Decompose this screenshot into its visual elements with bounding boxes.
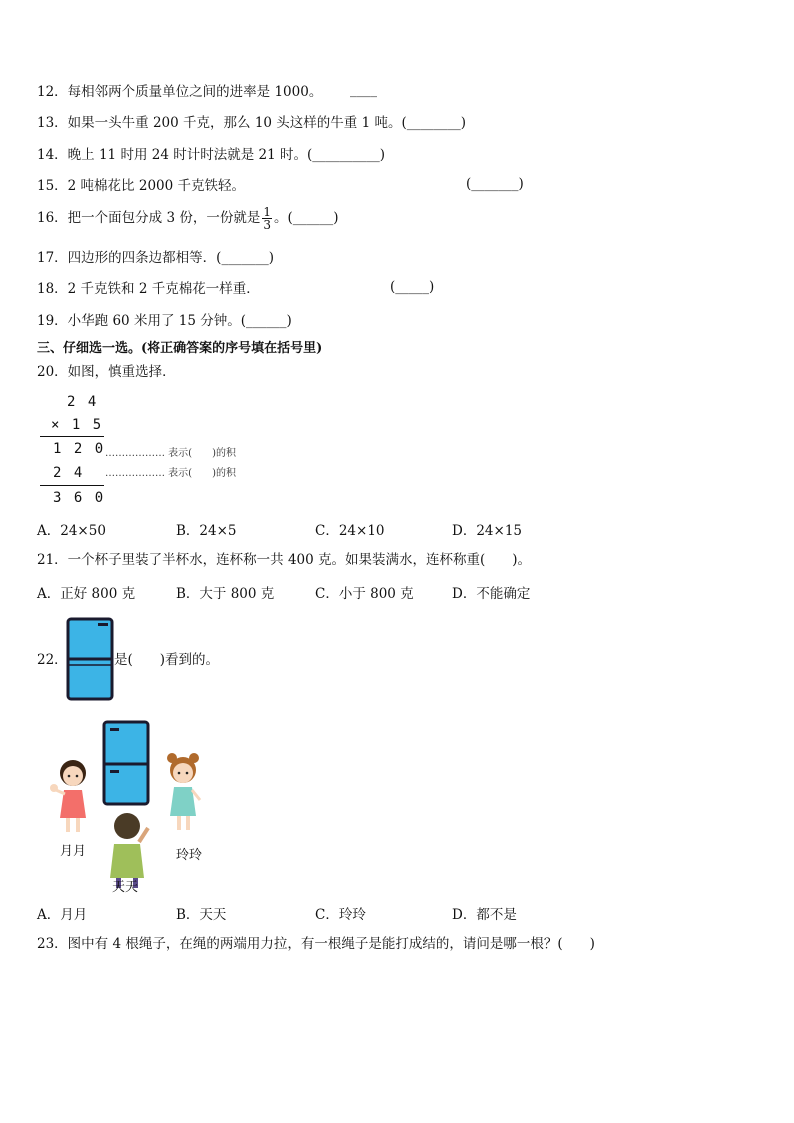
multiplication-figure	[37, 390, 287, 510]
question-15: 15．2 吨棉花比 2000 千克铁轻。	[37, 178, 245, 194]
calc-note-1: ……………… 表示( )的积	[105, 448, 236, 459]
label-yueyue: 月月	[60, 844, 87, 859]
girl-yueyue-icon	[50, 760, 86, 832]
q22-option-b[interactable]: B．天天	[176, 907, 227, 923]
calc-multiplicand: 2 4	[67, 394, 99, 410]
girl-lingling-icon	[167, 753, 200, 830]
section-3-title: 三、仔细选一选。(将正确答案的序号填在括号里)	[37, 341, 323, 356]
q20-option-b[interactable]: B．24×5	[176, 523, 237, 539]
question-20: 20．如图，慎重选择．	[37, 364, 176, 380]
calc-multiplier: × 1 5	[51, 417, 104, 433]
scene-illustration	[40, 718, 230, 898]
q20-option-c[interactable]: C．24×10	[315, 523, 385, 539]
question-12-blank[interactable]: ____	[350, 82, 377, 98]
question-22-text: 是( )看到的。	[114, 652, 220, 668]
q22-option-c[interactable]: C．玲玲	[315, 907, 366, 923]
fridge-front-icon	[104, 722, 148, 804]
question-14: 14．晚上 11 时用 24 时计时法就是 21 时。(__________)	[37, 147, 385, 163]
q21-option-c[interactable]: C．小于 800 克	[315, 586, 414, 602]
question-23: 23．图中有 4 根绳子，在绳的两端用力拉，有一根绳子是能打成结的，请问是哪一根？( )	[37, 936, 595, 952]
question-22-prefix: 22．	[37, 652, 68, 668]
question-15-blank[interactable]: (_______)	[466, 176, 524, 192]
calc-note-2: ……………… 表示( )的积	[105, 468, 236, 479]
q21-option-b[interactable]: B．大于 800 克	[176, 586, 275, 602]
question-16	[37, 206, 339, 231]
question-16-text: 16．把一个面包分成 3 份，一份就是	[37, 210, 261, 226]
fraction-numerator: 1	[263, 205, 271, 219]
calc-line-1	[40, 436, 104, 437]
question-18-blank[interactable]: (_____)	[390, 279, 435, 295]
calc-product: 3 6 0	[53, 490, 106, 506]
calc-partial-2: 2 4	[53, 465, 85, 481]
label-tiantian: 天天	[112, 880, 139, 895]
question-21: 21．一个杯子里装了半杯水，连杯称一共 400 克。如果装满水，连杯称重( )。	[37, 552, 532, 568]
q20-option-d[interactable]: D．24×15	[452, 523, 522, 539]
fraction-denominator: 3	[263, 218, 271, 232]
question-19: 19．小华跑 60 米用了 15 分钟。(______)	[37, 313, 292, 329]
label-lingling: 玲玲	[176, 848, 203, 863]
question-13: 13．如果一头牛重 200 千克，那么 10 头这样的牛重 1 吨。(________)	[37, 115, 466, 131]
question-17: 17．四边形的四条边都相等．(_______)	[37, 250, 274, 266]
q20-option-a[interactable]: A．24×50	[37, 523, 106, 539]
fridge-side-view-icon	[66, 617, 114, 701]
fraction-one-third	[262, 206, 272, 231]
question-18: 18．2 千克铁和 2 千克棉花一样重．	[37, 281, 260, 297]
calc-line-2	[40, 485, 104, 486]
calc-partial-1: 1 2 0	[53, 441, 106, 457]
q21-option-a[interactable]: A．正好 800 克	[37, 586, 136, 602]
q22-option-a[interactable]: A．月月	[37, 907, 88, 923]
q21-option-d[interactable]: D．不能确定	[452, 586, 531, 602]
question-12-text: 12．每相邻两个质量单位之间的进率是 1000。	[37, 84, 323, 100]
question-16-blank[interactable]: 。(______)	[274, 210, 339, 226]
q22-option-d[interactable]: D．都不是	[452, 907, 517, 923]
question-12	[37, 82, 322, 102]
